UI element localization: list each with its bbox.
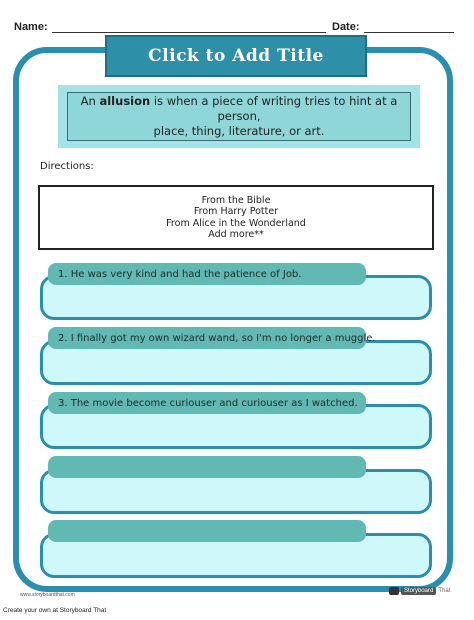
definition-text (67, 92, 411, 141)
prompt-tab-3[interactable]: 3. The movie become curiouser and curiouser as I watched. (48, 392, 366, 414)
date-underline[interactable] (364, 20, 454, 33)
prompt-tab-4[interactable] (48, 456, 366, 478)
example-item: From Harry Potter (193, 206, 279, 217)
footer-url: www.storyboardthat.com (20, 592, 75, 598)
definition-panel (58, 85, 420, 148)
date-field[interactable] (332, 13, 454, 33)
storyboard-logo-icon (389, 587, 399, 595)
directions-label: Directions: (40, 161, 94, 172)
prompt-tab-2[interactable]: 2. I finally got my own wizard wand, so I'm no longer a muggle. (48, 327, 366, 349)
name-label: Name: (14, 21, 48, 33)
definition-line-1 (68, 94, 410, 124)
page-title[interactable]: Click to Add Title (105, 35, 367, 77)
examples-box[interactable] (38, 185, 434, 250)
date-label: Date: (332, 21, 360, 33)
definition-prefix: An (80, 94, 100, 108)
name-field[interactable] (14, 13, 326, 33)
logo-suffix: That (438, 588, 451, 594)
definition-line1-rest: is when a piece of writing tries to hint at a person, (150, 94, 398, 123)
name-underline[interactable] (52, 20, 326, 33)
prompt-tab-1[interactable]: 1. He was very kind and had the patience of Job. (48, 263, 366, 285)
example-item: Add more** (208, 229, 264, 240)
storyboard-logo[interactable] (389, 587, 450, 595)
definition-term: allusion (99, 94, 151, 108)
definition-line-2: place, thing, literature, or art. (153, 124, 325, 138)
logo-text: Storyboard (401, 587, 436, 595)
example-item: From the Bible (201, 194, 271, 206)
prompt-tab-5[interactable] (48, 520, 366, 542)
footer-caption: Create your own at Storyboard That (3, 607, 107, 614)
example-item: From Alice in the Wonderland (166, 217, 306, 229)
